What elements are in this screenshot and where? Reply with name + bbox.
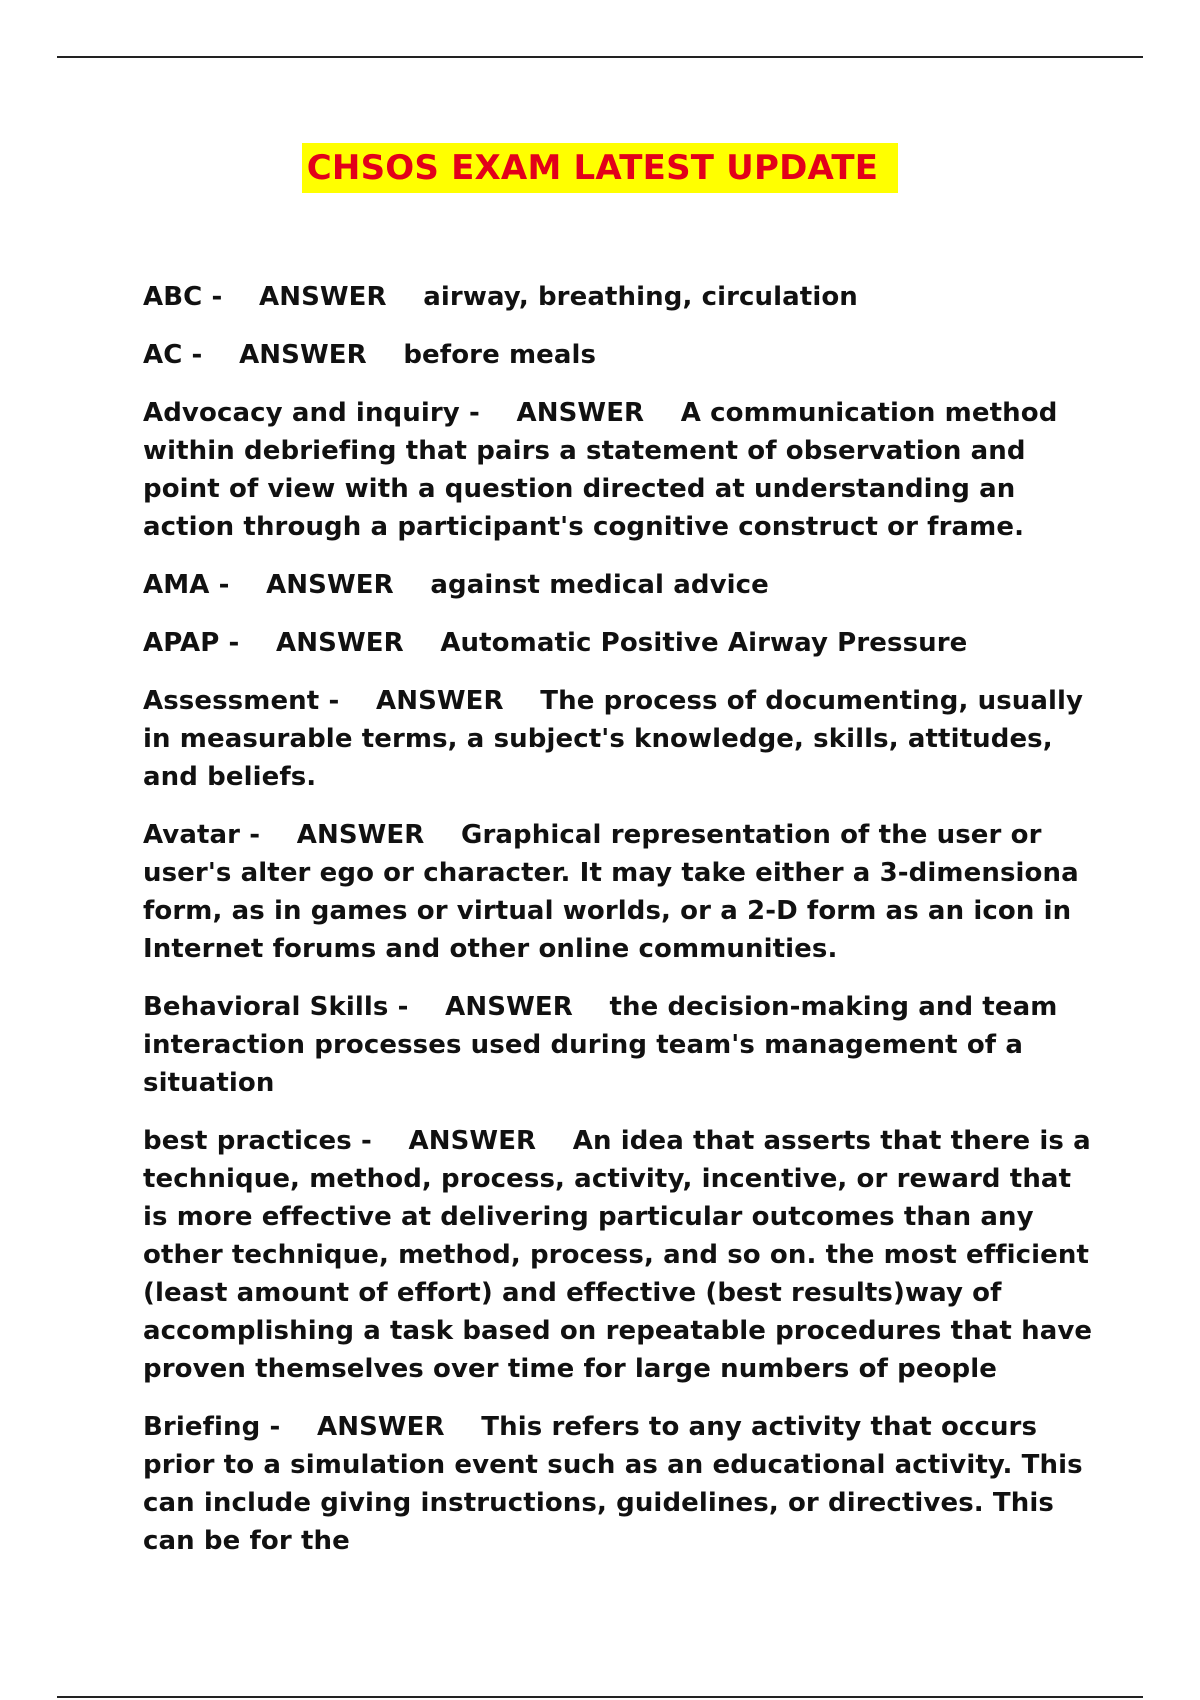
answer-label: ANSWER — [317, 1412, 445, 1442]
list-item: AMA - ANSWER against medical advice — [143, 570, 769, 600]
entry-term: best practices — [143, 1126, 352, 1156]
entry-definition: A communication method within debriefing that pairs a statement of observation and point of view with a question directed at understanding an action through a participant's cognitive construct or frame. — [143, 398, 1058, 542]
list-item: ABC - ANSWER airway, breathing, circulation — [143, 282, 858, 312]
entry-definition: airway, breathing, circulation — [423, 282, 858, 312]
list-item: Behavioral Skills - ANSWER the decision-making and team interaction processes used during team's management of a situation — [143, 992, 1058, 1098]
entry-list — [143, 278, 1103, 1580]
entry-term: APAP — [143, 628, 220, 658]
answer-label: ANSWER — [276, 628, 404, 658]
list-item: AC - ANSWER before meals — [143, 340, 597, 370]
answer-label: ANSWER — [408, 1126, 537, 1156]
list-item: Briefing - ANSWER This refers to any activity that occurs prior to a simulation event such as an educational activity. This can include giving instructions, guidelines, or directives. This can be for the — [143, 1412, 1083, 1556]
entry-term: Assessment — [143, 686, 320, 716]
list-item: Advocacy and inquiry - ANSWER A communication method within debriefing that pairs a statement of observation and point of view with a question directed at understanding an action through a participant's cognitive construct or frame. — [143, 398, 1058, 542]
entry-term: Avatar — [143, 820, 241, 850]
bottom-rule — [57, 1696, 1143, 1698]
entry-term: AMA — [143, 570, 210, 600]
list-item: APAP - ANSWER Automatic Positive Airway Pressure — [143, 628, 968, 658]
list-item: Avatar - ANSWER Graphical representation of the user or user's alter ego or character. It may take either a 3-dimensiona form, as in games or virtual worlds, or a 2-D form as an icon in Internet forums and other online communities. — [143, 820, 1079, 964]
answer-label: ANSWER — [375, 686, 504, 716]
entry-definition: against medical advice — [430, 570, 769, 600]
entry-term: AC — [143, 340, 183, 370]
entry-definition: The process of documenting, usually in measurable terms, a subject's knowledge, skills, attitudes, and beliefs. — [143, 686, 1084, 792]
title-container — [0, 143, 1200, 193]
answer-label: ANSWER — [516, 398, 645, 428]
entry-term: Briefing — [143, 1412, 261, 1442]
top-rule — [57, 56, 1143, 58]
page-title: CHSOS EXAM LATEST UPDATE — [302, 143, 898, 193]
entry-term: ABC — [143, 282, 203, 312]
answer-label: ANSWER — [266, 570, 394, 600]
entry-definition: This refers to any activity that occurs prior to a simulation event such as an educational activity. This can include giving instructions, guidelines, or directives. This can be for the — [143, 1412, 1083, 1556]
entry-definition: An idea that asserts that there is a technique, method, process, activity, incentive, or reward that is more effective at delivering particular outcomes than any other technique, method, process, and so on. the most efficient (least amount of effort) and effective (best results)way of accomplishing a task based on repeatable procedures that have proven themselves over time for large numbers of people — [143, 1126, 1093, 1384]
answer-label: ANSWER — [296, 820, 425, 850]
entry-term: Behavioral Skills — [143, 992, 389, 1022]
entry-term: Advocacy and inquiry — [143, 398, 460, 428]
list-item: best practices - ANSWER An idea that asserts that there is a technique, method, process, activity, incentive, or reward that is more effective at delivering particular outcomes than any other technique, method, process, and so on. the most efficient (least amount of effort) and effective (best results)way of accomplishing a task based on repeatable procedures that have proven themselves over time for large numbers of people — [143, 1126, 1093, 1384]
entry-definition: Graphical representation of the user or user's alter ego or character. It may take either a 3-dimensiona form, as in games or virtual worlds, or a 2-D form as an icon in Internet forums and other online communities. — [143, 820, 1079, 964]
answer-label: ANSWER — [258, 282, 387, 312]
entry-definition: the decision-making and team interaction processes used during team's management of a situation — [143, 992, 1058, 1098]
entry-definition: before meals — [403, 340, 597, 370]
answer-label: ANSWER — [239, 340, 367, 370]
list-item: Assessment - ANSWER The process of documenting, usually in measurable terms, a subject's knowledge, skills, attitudes, and beliefs. — [143, 686, 1084, 792]
answer-label: ANSWER — [445, 992, 573, 1022]
entry-definition: Automatic Positive Airway Pressure — [440, 628, 968, 658]
